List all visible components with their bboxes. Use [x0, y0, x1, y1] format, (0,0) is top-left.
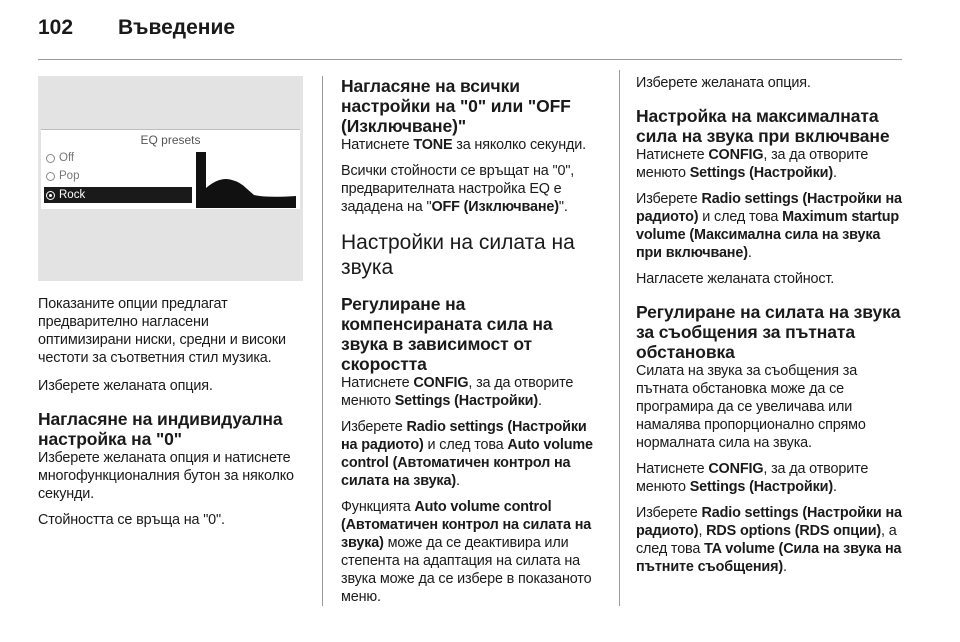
- header-rule: [38, 59, 902, 60]
- column-divider-right: [619, 70, 620, 606]
- select-option-text: Изберете желаната опция.: [38, 378, 213, 394]
- config-press-text-max: Натиснете CONFIG, за да отворите менюто Settings (Настройки).: [636, 147, 869, 181]
- eq-option-rock: Rock: [44, 187, 192, 203]
- select-max-volume-text: Изберете Radio settings (Настройки на радиото) и след това Maximum startup volume (Максимална сила на звука при включване).: [636, 191, 902, 261]
- column-divider-left: [322, 76, 323, 606]
- config-press-text: Натиснете CONFIG, за да отворите менюто Settings (Настройки).: [341, 375, 574, 409]
- reset-result-text: Всички стойности се връщат на "0", предварителната настройка EQ е зададена на "OFF (Изключване)".: [341, 163, 575, 215]
- individual-reset-text: Изберете желаната опция и натиснете многофункционалния бутон за няколко секунди.: [38, 450, 294, 502]
- column-1: [38, 76, 303, 529]
- column-2: [341, 76, 603, 606]
- tone-press-text: Натиснете TONE за няколко секунди.: [341, 137, 587, 153]
- eq-presets-panel: [41, 129, 300, 209]
- radio-off-icon: [46, 172, 55, 181]
- heading-individual-reset: Нагласяне на индивидуална настройка на "0": [38, 409, 283, 449]
- eq-description: Показаните опции предлагат предварително нагласени оптимизирани ниски, средни и високи честоти за съответния стил музика.: [38, 296, 286, 366]
- column-3: [636, 74, 904, 576]
- value-return-text: Стойността се връща на "0".: [38, 512, 225, 528]
- set-value-text: Нагласете желаната стойност.: [636, 271, 835, 287]
- auto-volume-function-text: Функцията Auto volume control (Автоматичен контрол на силата на звука) може да се деактивира или степента на адаптация на силата на звука може да се избере в показаното меню.: [341, 499, 592, 605]
- select-ta-volume-text: Изберете Radio settings (Настройки на радиото), RDS options (RDS опции), а след това TA volume (Сила на звука на пътните съобщения).: [636, 505, 902, 575]
- heading-max-startup-volume: Настройка на максималната сила на звука при включване: [636, 106, 890, 146]
- ta-volume-description: Силата на звука за съобщения за пътната обстановка може да се програмира да се увеличава или намалява пропорционално спрямо нормалната сила на звука.: [636, 363, 866, 451]
- heading-traffic-announcement-volume: Регулиране на силата на звука за съобщения за пътната обстановка: [636, 302, 901, 362]
- heading-volume-settings: Настройки на силата на звука: [341, 231, 575, 279]
- page-title: Въведение: [118, 16, 236, 39]
- radio-on-icon: [46, 191, 55, 200]
- eq-curve-shape: [206, 179, 296, 208]
- eq-marker-bar: [196, 152, 206, 208]
- eq-presets-title: EQ presets: [140, 133, 201, 147]
- eq-presets-screenshot: [38, 76, 303, 281]
- eq-curve-graphic: [196, 148, 296, 208]
- select-auto-volume-text: Изберете Radio settings (Настройки на радиото) и след това Auto volume control (Автоматичен контрол на силата на звука).: [341, 419, 593, 489]
- page-header: [38, 16, 235, 48]
- heading-reset-all: Нагласяне на всички настройки на "0" или "OFF (Изключване)": [341, 76, 571, 136]
- eq-option-pop: Pop: [46, 168, 196, 184]
- eq-option-off: Off: [46, 150, 196, 166]
- heading-speed-compensation: Регулиране на компенсираната сила на звука в зависимост от скоростта: [341, 294, 553, 374]
- page-number: 102: [38, 16, 74, 39]
- select-option-text-continued: Изберете желаната опция.: [636, 75, 811, 91]
- radio-off-icon: [46, 154, 55, 163]
- config-press-text-ta: Натиснете CONFIG, за да отворите менюто Settings (Настройки).: [636, 461, 869, 495]
